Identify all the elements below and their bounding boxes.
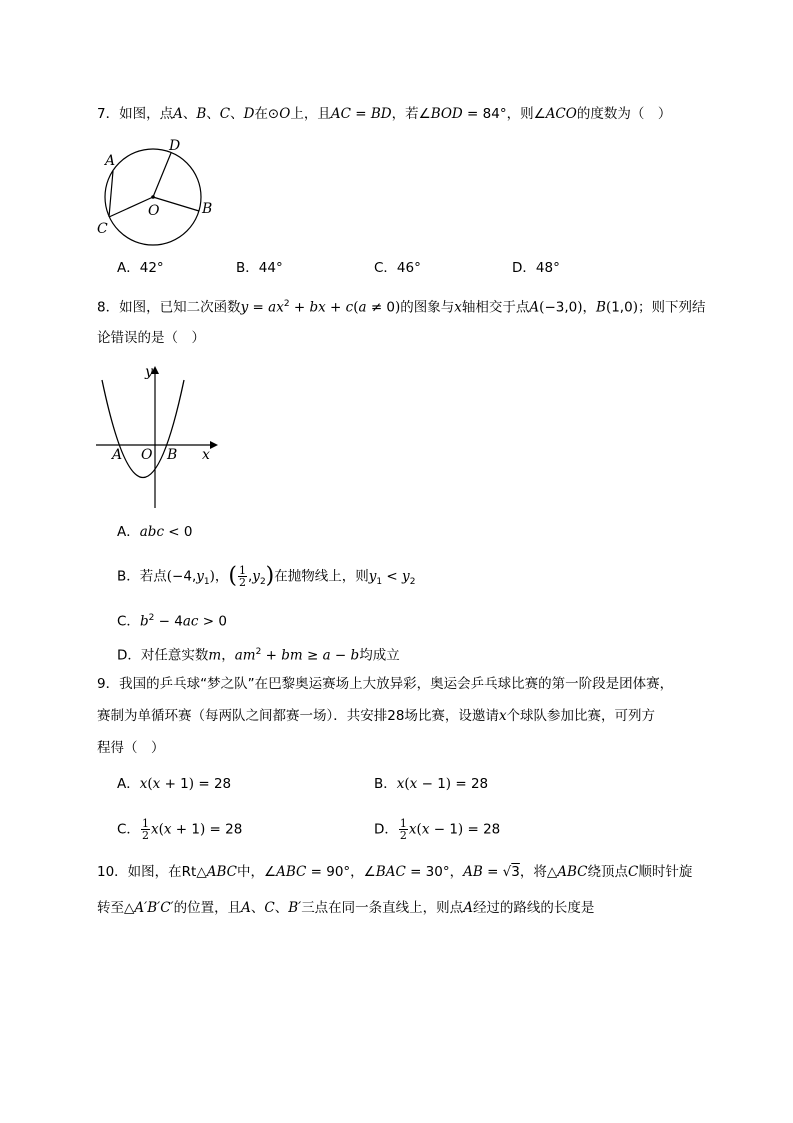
q8-option-b: B．若点$(-4,y_1)$，( $\frac{1}{2}$ $,y_2$)在抛物线上，则$y_1 < y_2$ [117,563,416,589]
label-B: B [202,201,213,217]
q9-option-d: D． $\frac{1}{2}$ x(x − 1) = 28 [374,817,501,842]
q7-option-d: D．48° [512,260,560,276]
q9-option-a: A．x(x + 1) = 28 [117,776,232,792]
q9-stem-line2: 赛制为单循环赛（每两队之间都赛一场）．共安排28场比赛，设邀请x个球队参加比赛，可列方 [97,708,656,724]
q9-option-b: B．x(x − 1) = 28 [374,776,489,792]
label-D: D [169,138,181,154]
q7-option-a: A．42° [117,260,164,276]
axis-x-label: x [202,447,210,463]
label-O: O [148,203,160,219]
axis-y-label: y [145,364,153,380]
q7-circle-figure [95,135,225,260]
q8-parabola-figure [90,360,220,510]
label-O: O [141,447,153,463]
q8-stem-line2: 论错误的是（ ） [97,330,205,346]
label-C: C [97,221,108,237]
label-A: A [112,447,123,463]
q7-stem: 7．如图，点A、B、C、D在⊙O上，且AC = BD，若∠BOD = 84°，则∠ACO的度数为（ ） [97,106,672,122]
q8-option-a: A．abc < 0 [117,524,193,540]
q7-option-b: B．44° [236,260,283,276]
label-A: A [105,153,116,169]
q7-option-c: C．46° [374,260,421,276]
q10-stem-line1: 10．如图，在Rt△ABC中，∠ABC = 90°，∠BAC = 30°，AB = √3，将△ABC绕顶点C顺时针旋 [97,864,693,880]
q9-option-c: C． $\frac{1}{2}$ x(x + 1) = 28 [117,817,243,842]
q10-stem-line2: 转至△A′B′C′的位置，且A、C、B′三点在同一条直线上，则点A经过的路线的长度是 [97,900,595,916]
q8-option-d: D．对任意实数m，$am^2$ + bm ≥ a − b均成立 [117,647,400,664]
label-B: B [167,447,178,463]
q8-stem-line1: 8．如图，已知二次函数$y = ax^2$ + bx + c(a ≠ 0)的图象与x轴相交于点A(−3,0)，B(1,0)；则下列结 [97,299,706,316]
q9-stem-line1: 9．我国的乒乓球“梦之队”在巴黎奥运赛场上大放异彩，奥运会乒乓球比赛的第一阶段是团体赛， [97,676,674,692]
q8-option-c: C．$b^2 - 4ac > 0$ [117,613,227,630]
q9-stem-line3: 程得（ ） [97,740,165,756]
